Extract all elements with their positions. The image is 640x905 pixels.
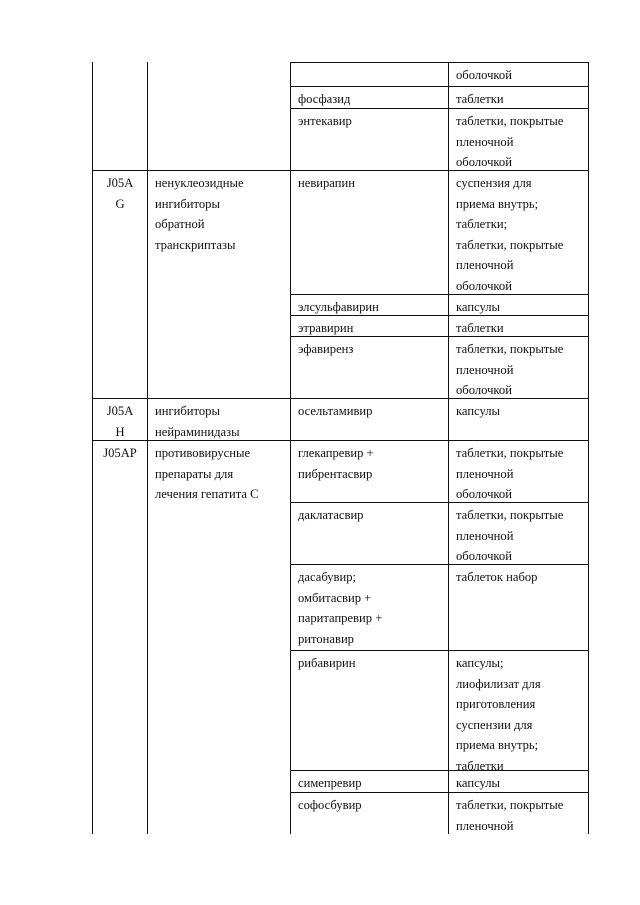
drug-name: паритапревир + (298, 611, 383, 626)
dosage-form: пленочной (456, 528, 514, 543)
drug-name: энтекавир (298, 114, 352, 128)
group-name: ингибиторы (155, 196, 220, 211)
dosage-form: пленочной (456, 258, 514, 273)
row-rule (290, 86, 589, 87)
drug-name: дасабувир; (298, 570, 357, 584)
row-rule (290, 62, 589, 63)
dosage-form: таблетки, покрытые (456, 237, 564, 252)
dosage-form: таблетки, покрытые (456, 342, 564, 356)
row-rule (92, 170, 589, 171)
group-name: противовирусные (155, 446, 251, 460)
dosage-form: таблетки, покрытые (456, 798, 564, 812)
atc-code: J05A (106, 176, 134, 190)
drug-name: пибрентасвир (298, 466, 373, 481)
drug-name: омбитасвир + (298, 590, 372, 605)
drug-name: невирапин (298, 176, 355, 190)
dosage-form: пленочной (456, 466, 514, 481)
group-name: препараты для (155, 466, 234, 481)
dosage-form: таблетки, покрытые (456, 508, 564, 522)
row-rule (290, 650, 589, 651)
dosage-form: таблетки (456, 759, 504, 773)
atc-code: J05AP (103, 446, 137, 460)
dosage-form: таблетки, покрытые (456, 446, 564, 460)
row-rule (290, 294, 589, 295)
dosage-form: лиофилизат для (456, 676, 541, 691)
dosage-form: приема внутрь; (456, 738, 539, 753)
dosage-form: таблетки (456, 321, 504, 335)
dosage-form: капсулы (456, 404, 501, 418)
group-name: нейраминидазы (155, 424, 240, 439)
column-rule (448, 62, 449, 834)
dosage-form: таблеток набор (456, 570, 538, 584)
dosage-form: приготовления (456, 697, 536, 712)
dosage-form: оболочкой (456, 487, 512, 502)
group-name: ненуклеозидные (155, 176, 244, 190)
drug-name: этравирин (298, 321, 354, 335)
drug-name: элсульфавирин (298, 300, 379, 314)
atc-code: H (115, 424, 125, 439)
drug-name: эфавиренз (298, 342, 354, 356)
group-name: лечения гепатита С (155, 487, 259, 502)
atc-code: G (115, 196, 125, 211)
dosage-form: капсулы; (456, 656, 504, 670)
dosage-form: приема внутрь; (456, 196, 539, 211)
dosage-form: пленочной (456, 818, 514, 833)
drug-name: рибавирин (298, 656, 356, 670)
drug-name: симепревир (298, 776, 362, 790)
row-rule (290, 564, 589, 565)
row-rule (290, 770, 589, 771)
dosage-form: таблетки; (456, 217, 508, 232)
dosage-form: оболочкой (456, 279, 512, 293)
dosage-form: капсулы (456, 776, 501, 790)
row-rule (92, 440, 589, 441)
column-rule (147, 62, 148, 834)
row-rule (290, 502, 589, 503)
dosage-form: оболочкой (456, 549, 512, 564)
dosage-form: суспензии для (456, 717, 533, 732)
atc-code: J05A (106, 404, 134, 418)
drug-name: осельтамивир (298, 404, 373, 418)
drug-name: даклатасвир (298, 508, 364, 522)
column-rule (588, 62, 589, 834)
group-name: транскриптазы (155, 237, 236, 252)
dosage-form: оболочкой (456, 68, 512, 82)
drug-name: ритонавир (298, 631, 354, 646)
drug-name: софосбувир (298, 798, 362, 812)
dosage-form: капсулы (456, 300, 501, 314)
column-rule (290, 62, 291, 834)
group-name: обратной (155, 217, 205, 232)
drug-name: глекапревир + (298, 446, 374, 460)
dosage-form: суспензия для (456, 176, 532, 190)
row-rule (92, 398, 589, 399)
dosage-form: таблетки, покрытые (456, 114, 564, 128)
group-name: ингибиторы (155, 404, 220, 418)
dosage-form: оболочкой (456, 155, 512, 170)
drug-name: фосфазид (298, 92, 351, 106)
dosage-form: пленочной (456, 134, 514, 149)
dosage-form: оболочкой (456, 383, 512, 398)
dosage-form: пленочной (456, 362, 514, 377)
dosage-form: таблетки (456, 92, 504, 106)
